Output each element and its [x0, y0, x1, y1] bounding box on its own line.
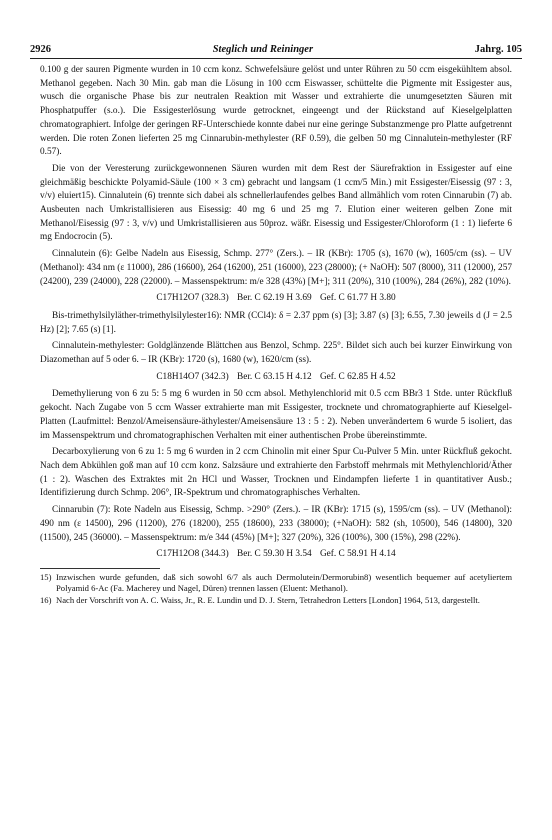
footnote [40, 572, 512, 595]
article-body [40, 64, 512, 606]
formula: C17H12O8 (344.3) [156, 549, 229, 560]
paragraph: Decarboxylierung von 6 zu 1: 5 mg 6 wurden in 2 ccm Chinolin mit einer Spur Cu-Pulver 5 Min. unter Rückfluß gekocht. Nach dem Abkühlen goß man auf 10 ccm konz. Salzsäure und extrahierte den Farbstoff mehrmals mit Methylenchlorid/Äther (1 : 2). Waschen des Extraktes mit 2n HCl und Wasser, Trocknen und Eindampfen lieferte 1 in quantitativer Ausb.; Identifizierung durch Schmp. 206°, IR-Spektrum und chromatographisches Verhalten. [40, 447, 512, 499]
formula: C18H14O7 (342.3) [156, 371, 229, 382]
page-number: 2926 [30, 44, 51, 55]
calc: Ber. C 59.30 H 3.54 [237, 549, 312, 560]
footnote-number: 15) [40, 571, 52, 582]
elemental-analysis [40, 548, 512, 562]
footnote-number: 16) [40, 594, 52, 605]
journal-year: Jahrg. 105 [474, 44, 522, 55]
calc: Ber. C 62.19 H 3.69 [237, 293, 312, 304]
footnote [40, 595, 512, 606]
formula: C17H12O7 (328.3) [156, 293, 229, 304]
elemental-analysis [40, 292, 512, 306]
running-header [30, 44, 522, 55]
paragraph: Bis-trimethylsilyläther-trimethylsilylester16): NMR (CCl4): δ = 2.37 ppm (s) [3]; 3.87 (s) [3]; 6.55, 7.30 jeweils d (J = 2.5 Hz) [2]; 7.65 (s) [1]. [40, 310, 512, 335]
paragraph: Cinnalutein (6): Gelbe Nadeln aus Eisessig, Schmp. 277° (Zers.). – IR (KBr): 1705 (s), 1670 (w), 1605/cm (ss). – UV (Methanol): 434 nm (ε 11000), 286 (16600), 264 (16200), 251 (16000), 223 (28000); (+ NaOH): 507 (8000), 311 (12000), 257 (24200), 239 (24000), 228 (22000). – Massenspektrum: m/e 328 (43%) [M+]; 311 (20%), 310 (100%), 284 (26%), 282 (10%). [40, 249, 512, 287]
elemental-analysis [40, 371, 512, 385]
paragraph: Cinnalutein-methylester: Goldglänzende Blättchen aus Benzol, Schmp. 225°. Bildet sich auch bei kurzer Einwirkung von Diazomethan auf 5 oder 6. – IR (KBr): 1720 (s), 1680 (w), 1620/cm (ss). [40, 341, 512, 366]
running-title: Steglich und Reininger [212, 44, 314, 55]
paragraph: Cinnarubin (7): Rote Nadeln aus Eisessig, Schmp. >290° (Zers.). – IR (KBr): 1715 (s), 1595/cm (ss). – UV (Methanol): 490 nm (ε 14500), 296 (11200), 276 (18200), 255 (18600), 233 (38000); (+NaOH): 582 (sh, 10500), 546 (14800), 320 (11500), 245 (36000). – Massenspektrum: m/e 344 (45%) [M+]; 327 (20%), 326 (100%), 300 (15%), 298 (22%). [40, 505, 512, 543]
header-rule [30, 58, 522, 59]
paragraph: Die von der Veresterung zurückgewonnenen Säuren wurden mit dem Rest der Säurefraktion in Essigester auf eine gleichmäßig beschickte Polyamid-Säule (100 × 3 cm) gebracht und langsam (1 ccm/5 Min.) mit Essigester/Eisessig (97 : 3, v/v) eluiert15). Cinnalutein (6) trennte sich dabei als schnellerlaufendes gelbes Band allmählich vom roten Cinnarubin (7) ab. Ausbeuten nach Umkristallisieren aus Eisessig: 40 mg 6 und 25 mg 7. Elution einer weiteren gelben Zone mit Methanol/Eisessig (97 : 3, v/v) und Umkristallisieren aus 50proz. wäßr. Eisessig und Essigester/Chloroform (1 : 1) lieferte 6 mg Endocrocin (5). [40, 163, 512, 243]
found: Gef. C 61.77 H 3.80 [319, 293, 396, 304]
found: Gef. C 62.85 H 4.52 [319, 371, 396, 382]
found: Gef. C 58.91 H 4.14 [319, 549, 396, 560]
paragraph: 0.100 g der sauren Pigmente wurden in 10 ccm konz. Schwefelsäure gelöst und unter Rühren zu 50 ccm eisgekühltem absol. Methanol gegeben. Nach 30 Min. gab man die Lösung in 100 ccm Eiswasser, schüttelte die Pigmente mit Essigester aus, wusch die organische Phase bis zur neutralen Reaktion mit Wasser und extrahierte die unumgesetzten Säuren mit Phosphatpuffer (s.o.). Die Essigesterlösung wurde getrocknet, eingeengt und der Rückstand auf Kieselgelplatten chromatographiert. Infolge der geringen RF-Unterschiede konnte dabei nur eine geringe Substanzmenge pro Platte aufgetrennt werden. Die roten Zonen lieferten 25 mg Cinnarubin-methylester (RF 0.59), die gelben 50 mg Cinnalutein-methylester (RF 0.57). [40, 65, 512, 158]
footnote-rule [40, 568, 160, 569]
footnote-text: Inzwischen wurde gefunden, daß sich sowohl 6/7 als auch Dermolutein/Dermorubin8) wesentlich bequemer auf acetyliertem Polyamid 6-Ac (Fa. Macherey und Nagel, Düren) trennen lassen (Eluent: Methanol). [56, 571, 512, 594]
calc: Ber. C 63.15 H 4.12 [237, 371, 312, 382]
footnote-text: Nach der Vorschrift von A. C. Waiss, Jr., R. E. Lundin und D. J. Stern, Tetrahedron Letters [London] 1964, 513, dargestellt. [56, 594, 480, 605]
paragraph: Demethylierung von 6 zu 5: 5 mg 6 wurden in 50 ccm absol. Methylenchlorid mit 0.5 ccm BBr3 1 Stde. unter Rückfluß gekocht. Nach Zugabe von 5 ccm Wasser extrahierte man mit Essigester, trocknete und chromatographierte auf Kieselgel-Platten (Laufmittel: Benzol/Ameisensäure-äthylester/Ameisensäure 13 : 5 : 2). Neben unverändertem 6 wurde 5 isoliert, das im Massenspektrum und chromatographischen Verhalten mit einer authentischen Probe übereinstimmte. [40, 389, 512, 441]
